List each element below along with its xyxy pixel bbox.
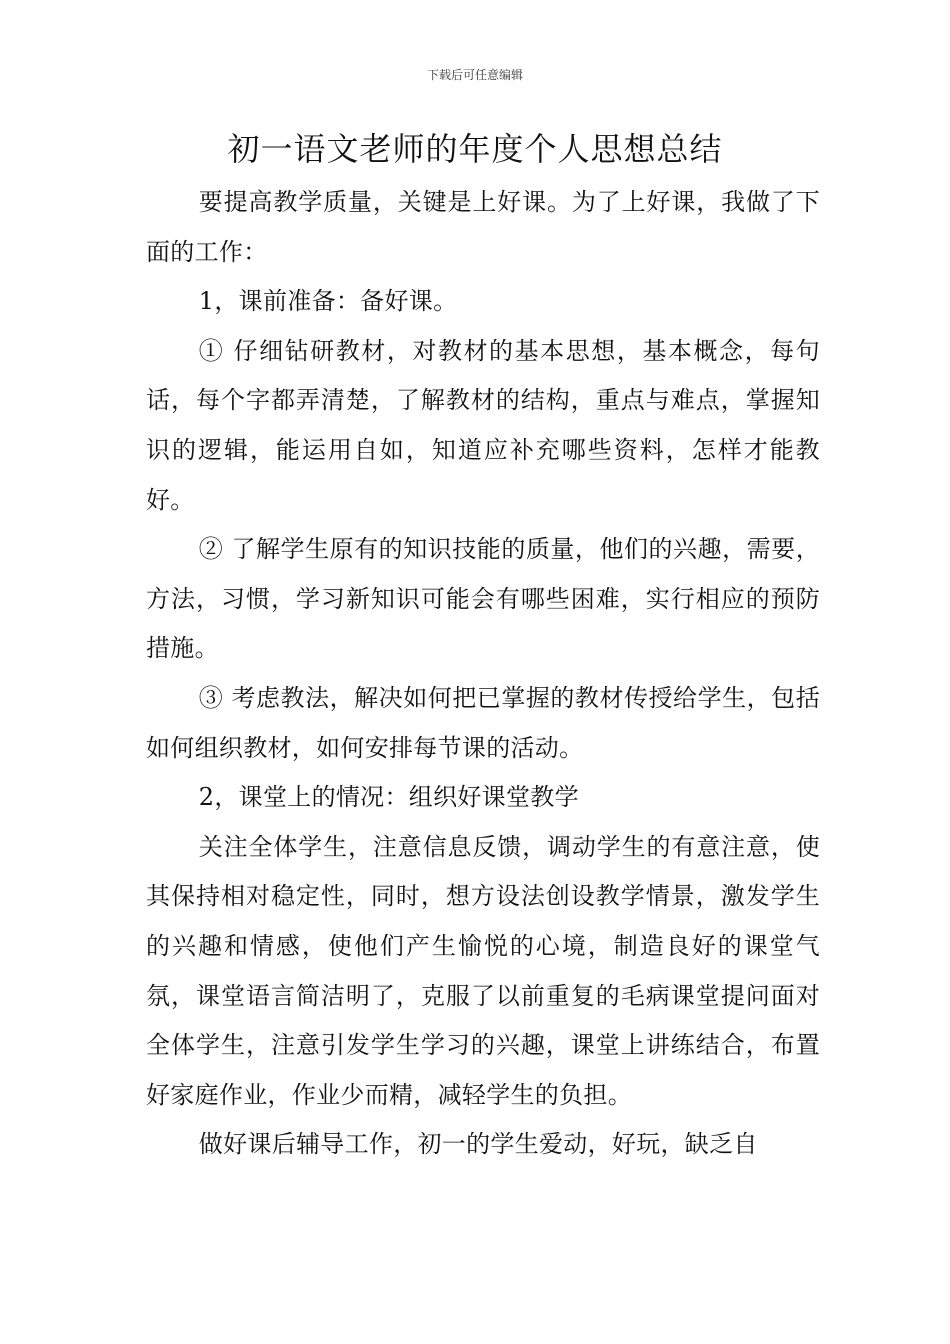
paragraph: 要提高教学质量，关键是上好课。为了上好课，我做了下面的工作：	[146, 188, 820, 266]
document-body	[146, 178, 820, 1170]
document-title: 初一语文老师的年度个人思想总结	[227, 130, 723, 168]
paragraph: 关注全体学生，注意信息反馈，调动学生的有意注意，使其保持相对稳定性，同时，想方设法创设教学情景，激发学生的兴趣和情感，使他们产生愉悦的心境，制造良好的课堂气氛，课堂语言简洁明了，克服了以前重复的毛病课堂提问面对全体学生，注意引发学生学习的兴趣，课堂上讲练结合，布置好家庭作业，作业少而精，减轻学生的负担。	[146, 832, 820, 1109]
paragraph: ② 了解学生原有的知识技能的质量，他们的兴趣，需要，方法，习惯，学习新知识可能会有哪些困难，实行相应的预防措施。	[146, 535, 820, 663]
paragraph: 做好课后辅导工作，初一的学生爱动，好玩，缺乏自	[198, 1130, 758, 1159]
paragraph: ① 仔细钻研教材，对教材的基本思想，基本概念，每句话，每个字都弄清楚，了解教材的结构，重点与难点，掌握知识的逻辑，能运用自如，知道应补充哪些资料，怎样才能教好。	[146, 336, 820, 514]
paragraph: ③ 考虑教法，解决如何把已掌握的教材传授给学生，包括如何组织教材，如何安排每节课的活动。	[146, 683, 820, 762]
download-note: 下载后可任意编辑	[426, 68, 523, 82]
paragraph: 2，课堂上的情况：组织好课堂教学	[198, 783, 579, 812]
paragraph: 1，课前准备：备好课。	[198, 287, 458, 316]
